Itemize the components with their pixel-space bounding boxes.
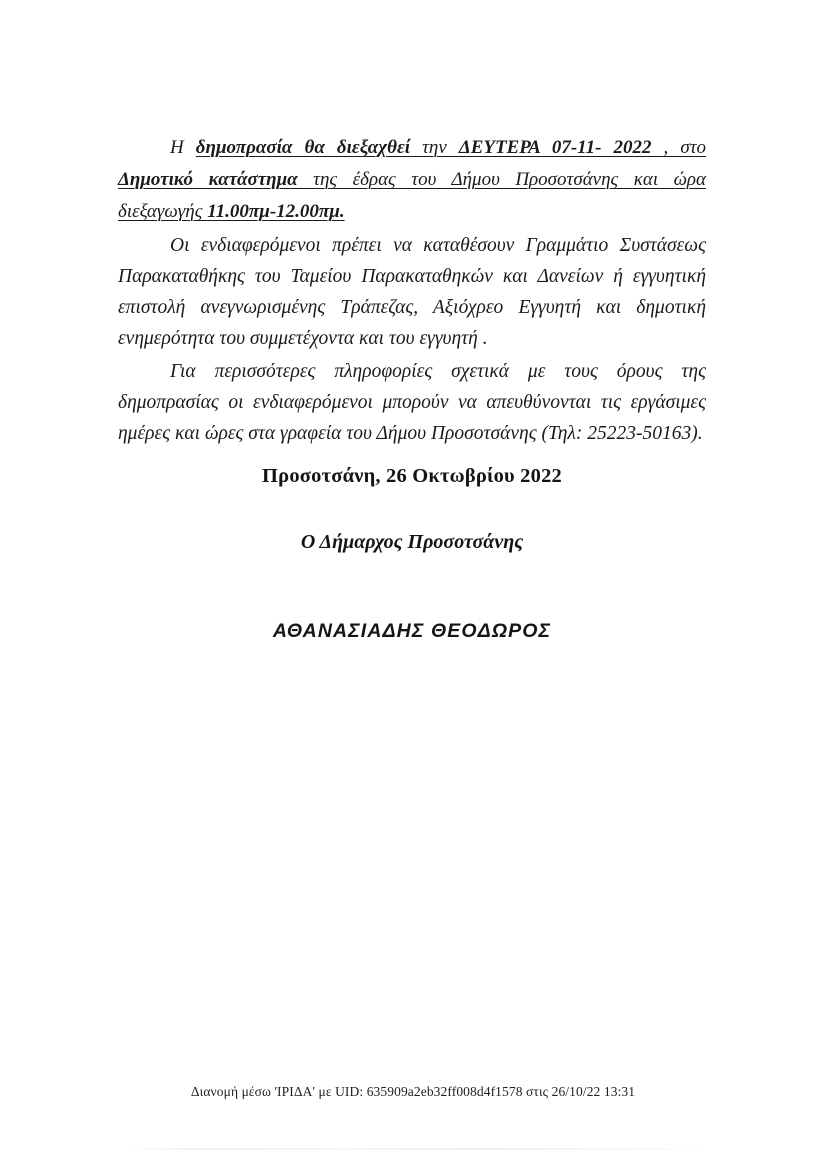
footer-distribution-stamp: Διανομή μέσω 'ΙΡΙΔΑ' με UID: 635909a2eb32ff008d4f1578 στις 26/10/22 13:31 (190, 1084, 636, 1099)
scan-artifact-line (120, 1148, 710, 1150)
auction-connector-on: την (410, 137, 459, 158)
paragraph-deposit-requirements: Οι ενδιαφερόμενοι πρέπει να καταθέσουν Γραμμάτιο Συστάσεως Παρακαταθήκης του Ταμείου Παρακαταθηκών και Δανείων ή εγγυητική επιστολή ανεγνωρισμένης Τράπεζας, Αξιόχρεο Εγγυητή και δημοτική ενημερότητα του συμμετέχοντα και του εγγυητή . (118, 235, 706, 349)
signature-mayor-name: ΑΘΑΝΑΣΙΑΔΗΣ ΘΕΟΔΩΡΟΣ (272, 620, 552, 642)
document-body (118, 132, 706, 449)
auction-venue-detail: της έδρας του Δήμου Προσοτσάνης και ώρα διεξαγωγής (118, 169, 706, 222)
auction-venue-town-hall: Δημοτικό κατάστημα (118, 169, 298, 190)
auction-date-monday: ΔΕΥΤΕΡΑ 07-11- 2022 (458, 137, 652, 158)
paragraph-auction-details (118, 132, 706, 228)
paragraph-more-information: Για περισσότερες πληροφορίες σχετικά με τους όρους της δημοπρασίας οι ενδιαφερόμενοι μπορούν να απευθύνονται τις εργάσιμες ημέρες και ώρες στα γραφεία του Δήμου Προσοτσάνης (Τηλ: 25223-50163). (118, 361, 706, 444)
auction-lead-text: Η (170, 137, 196, 158)
auction-connector-at: , στο (651, 137, 706, 158)
auction-emphasis-held: δημοπρασία θα διεξαχθεί (195, 137, 411, 158)
signature-place-and-date: Προσοτσάνη, 26 Οκτωβρίου 2022 (262, 465, 562, 487)
signature-role-mayor: Ο Δήμαρχος Προσοτσάνης (300, 531, 524, 553)
auction-time-range: 11.00πμ-12.00πμ. (207, 201, 345, 222)
signature-block (118, 462, 706, 643)
